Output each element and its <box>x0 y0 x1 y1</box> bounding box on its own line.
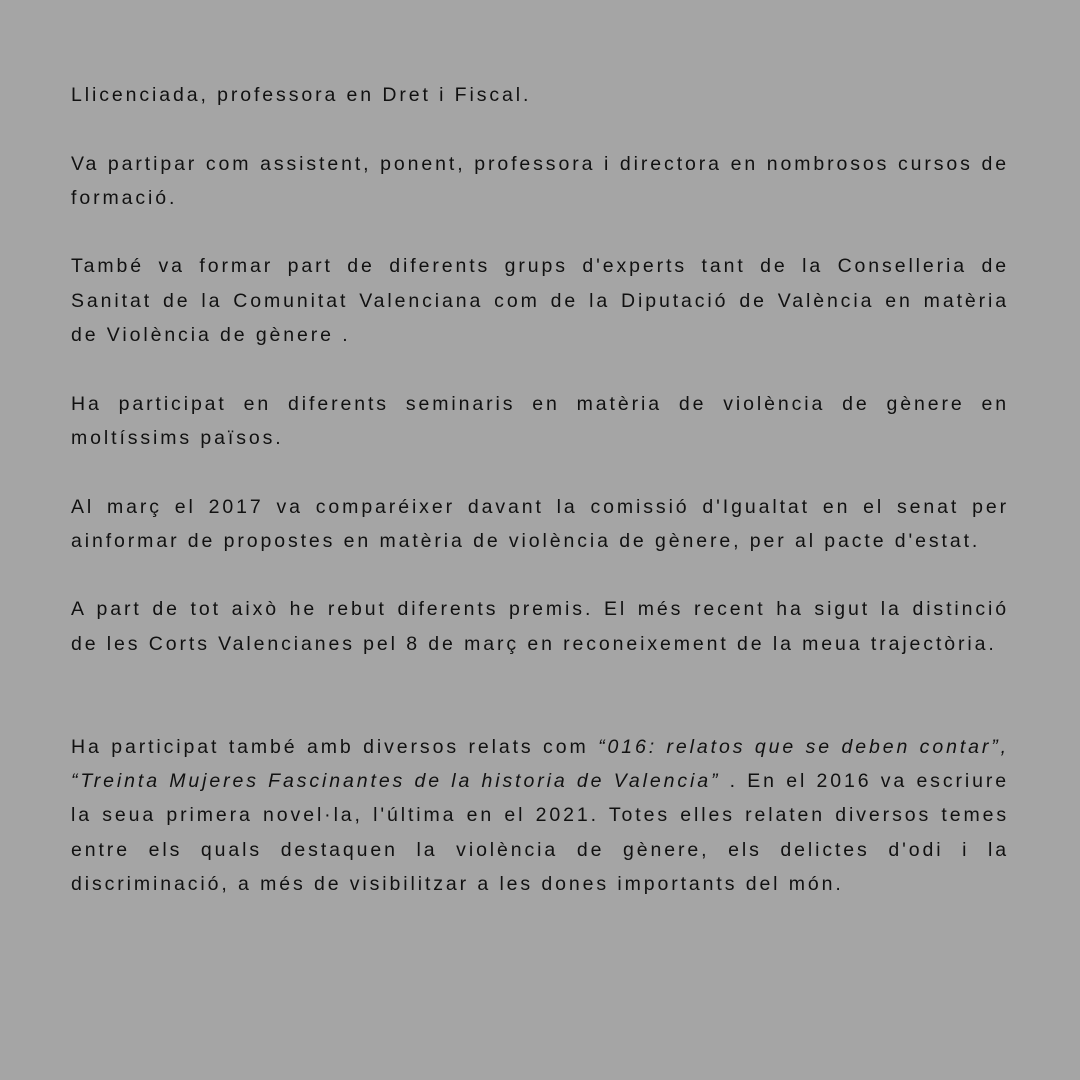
paragraph-senate: Al març el 2017 va comparéixer davant la comissió d'Igualtat en el senat per ainformar de propostes en matèria de violència de gènere, per al pacte d'estat. <box>71 495 1009 552</box>
paragraph-expert-groups: També va formar part de diferents grups d'experts tant de la Conselleria de Sanitat de la Comunitat Valenciana com de la Diputació de València en matèria de Violència de gènere . <box>71 255 1009 347</box>
paragraph-awards: A part de tot això he rebut diferents premis. El més recent ha sigut la distinció de les Corts Valencianes pel 8 de març en reconeixement de la meua trajectòria. <box>71 598 1009 655</box>
paragraph-degree: Llicenciada, professora en Dret i Fiscal. <box>71 84 532 106</box>
paragraph-seminars: Ha participat en diferents seminaris en matèria de violència de gènere en moltíssims països. <box>71 392 1009 449</box>
publications-titles: “016: relatos que se deben contar”, “Treinta Mujeres Fascinantes de la historia de Valencia” <box>71 735 1009 792</box>
publications-rest: . En el 2016 va escriure la seua primera novel·la, l'última en el 2021. Totes elles relaten diversos temes entre els quals destaquen la violència de gènere, els delictes d'odi i la discriminació, a més de visibilitzar a les dones importants del món. <box>71 769 1009 895</box>
publications-intro: Ha participat també amb diversos relats com <box>71 735 599 758</box>
paragraph-publications <box>71 730 1009 901</box>
paragraph-courses: Va partipar com assistent, ponent, professora i directora en nombrosos cursos de formació. <box>71 152 1009 209</box>
